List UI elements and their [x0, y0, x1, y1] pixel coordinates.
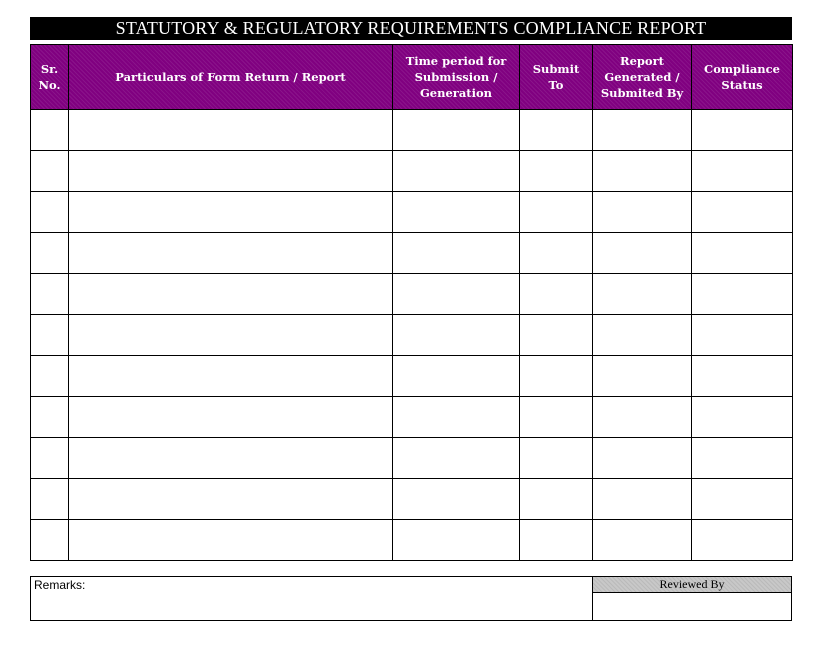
table-cell-report-generated[interactable] [593, 356, 692, 397]
table-cell-particulars[interactable] [69, 233, 393, 274]
column-header-text: Generated / [604, 70, 680, 84]
table-cell-particulars[interactable] [69, 315, 393, 356]
table-cell-sr-no[interactable] [31, 274, 69, 315]
table-cell-submit-to[interactable] [520, 438, 593, 479]
table-cell-time-period[interactable] [393, 274, 520, 315]
table-cell-compliance-status[interactable] [692, 274, 793, 315]
column-header-text: Submited By [600, 86, 684, 100]
table-cell-compliance-status[interactable] [692, 438, 793, 479]
table-cell-time-period[interactable] [393, 315, 520, 356]
table-row [31, 233, 793, 274]
table-cell-compliance-status[interactable] [692, 356, 793, 397]
table-row [31, 110, 793, 151]
column-header-compliance-status [692, 45, 793, 110]
table-cell-report-generated[interactable] [593, 151, 692, 192]
table-cell-submit-to[interactable] [520, 520, 593, 561]
table-cell-submit-to[interactable] [520, 397, 593, 438]
column-header-text: Time period for [405, 54, 507, 68]
table-cell-sr-no[interactable] [31, 110, 69, 151]
table-cell-submit-to[interactable] [520, 233, 593, 274]
reviewed-by-label: Reviewed By [593, 577, 791, 593]
report-title: STATUTORY & REGULATORY REQUIREMENTS COMPLIANCE REPORT [30, 17, 792, 40]
table-cell-sr-no[interactable] [31, 356, 69, 397]
table-cell-particulars[interactable] [69, 397, 393, 438]
table-cell-compliance-status[interactable] [692, 110, 793, 151]
column-header-text: Generation [419, 86, 493, 100]
table-row [31, 520, 793, 561]
table-cell-compliance-status[interactable] [692, 479, 793, 520]
compliance-table [30, 44, 793, 561]
footer-section [30, 576, 792, 621]
table-cell-submit-to[interactable] [520, 274, 593, 315]
column-header-particulars [69, 45, 393, 110]
column-header-sr-no [31, 45, 69, 110]
table-cell-particulars[interactable] [69, 151, 393, 192]
table-cell-sr-no[interactable] [31, 233, 69, 274]
table-cell-report-generated[interactable] [593, 479, 692, 520]
table-cell-submit-to[interactable] [520, 356, 593, 397]
table-cell-submit-to[interactable] [520, 479, 593, 520]
table-cell-report-generated[interactable] [593, 397, 692, 438]
column-header-text: Status [721, 78, 763, 92]
table-cell-report-generated[interactable] [593, 315, 692, 356]
table-row [31, 479, 793, 520]
table-cell-sr-no[interactable] [31, 438, 69, 479]
table-row [31, 356, 793, 397]
column-header-time-period [393, 45, 520, 110]
table-cell-sr-no[interactable] [31, 397, 69, 438]
table-cell-submit-to[interactable] [520, 110, 593, 151]
column-header-text: To [548, 78, 564, 92]
table-body [31, 110, 793, 561]
table-cell-sr-no[interactable] [31, 520, 69, 561]
table-cell-particulars[interactable] [69, 520, 393, 561]
table-row [31, 397, 793, 438]
table-cell-submit-to[interactable] [520, 315, 593, 356]
table-cell-submit-to[interactable] [520, 151, 593, 192]
column-header-text: Submit [532, 62, 580, 76]
column-header-text: Sr. [40, 62, 59, 76]
table-cell-compliance-status[interactable] [692, 192, 793, 233]
table-cell-time-period[interactable] [393, 192, 520, 233]
table-row [31, 274, 793, 315]
table-cell-time-period[interactable] [393, 233, 520, 274]
table-cell-report-generated[interactable] [593, 520, 692, 561]
table-row [31, 315, 793, 356]
column-header-text: Compliance [704, 62, 780, 76]
reviewed-by-field[interactable] [593, 593, 791, 620]
table-cell-report-generated[interactable] [593, 233, 692, 274]
reviewed-by-section [593, 577, 791, 620]
column-header-report-generated [593, 45, 692, 110]
column-header-text: No. [38, 78, 61, 92]
table-cell-particulars[interactable] [69, 110, 393, 151]
table-cell-compliance-status[interactable] [692, 315, 793, 356]
remarks-label: Remarks: [34, 578, 86, 592]
column-header-submit-to [520, 45, 593, 110]
table-cell-report-generated[interactable] [593, 438, 692, 479]
table-cell-time-period[interactable] [393, 356, 520, 397]
table-cell-particulars[interactable] [69, 479, 393, 520]
table-cell-particulars[interactable] [69, 356, 393, 397]
remarks-field[interactable] [31, 577, 593, 620]
table-cell-report-generated[interactable] [593, 110, 692, 151]
table-header-row [31, 45, 793, 110]
table-cell-submit-to[interactable] [520, 192, 593, 233]
table-cell-sr-no[interactable] [31, 479, 69, 520]
table-row [31, 151, 793, 192]
column-header-text: Submission / [414, 70, 498, 84]
table-cell-compliance-status[interactable] [692, 397, 793, 438]
column-header-text: Particulars of Form Return / Report [115, 70, 346, 84]
table-row [31, 438, 793, 479]
table-cell-time-period[interactable] [393, 520, 520, 561]
table-cell-compliance-status[interactable] [692, 151, 793, 192]
table-cell-report-generated[interactable] [593, 192, 692, 233]
table-cell-time-period[interactable] [393, 397, 520, 438]
table-cell-sr-no[interactable] [31, 315, 69, 356]
table-row [31, 192, 793, 233]
table-cell-time-period[interactable] [393, 151, 520, 192]
table-cell-sr-no[interactable] [31, 192, 69, 233]
table-cell-compliance-status[interactable] [692, 233, 793, 274]
table-cell-particulars[interactable] [69, 274, 393, 315]
table-cell-time-period[interactable] [393, 438, 520, 479]
table-cell-particulars[interactable] [69, 192, 393, 233]
column-header-text: Report [620, 54, 664, 68]
table-cell-compliance-status[interactable] [692, 520, 793, 561]
table-cell-particulars[interactable] [69, 438, 393, 479]
table-cell-report-generated[interactable] [593, 274, 692, 315]
table-cell-sr-no[interactable] [31, 151, 69, 192]
table-cell-time-period[interactable] [393, 110, 520, 151]
table-cell-time-period[interactable] [393, 479, 520, 520]
